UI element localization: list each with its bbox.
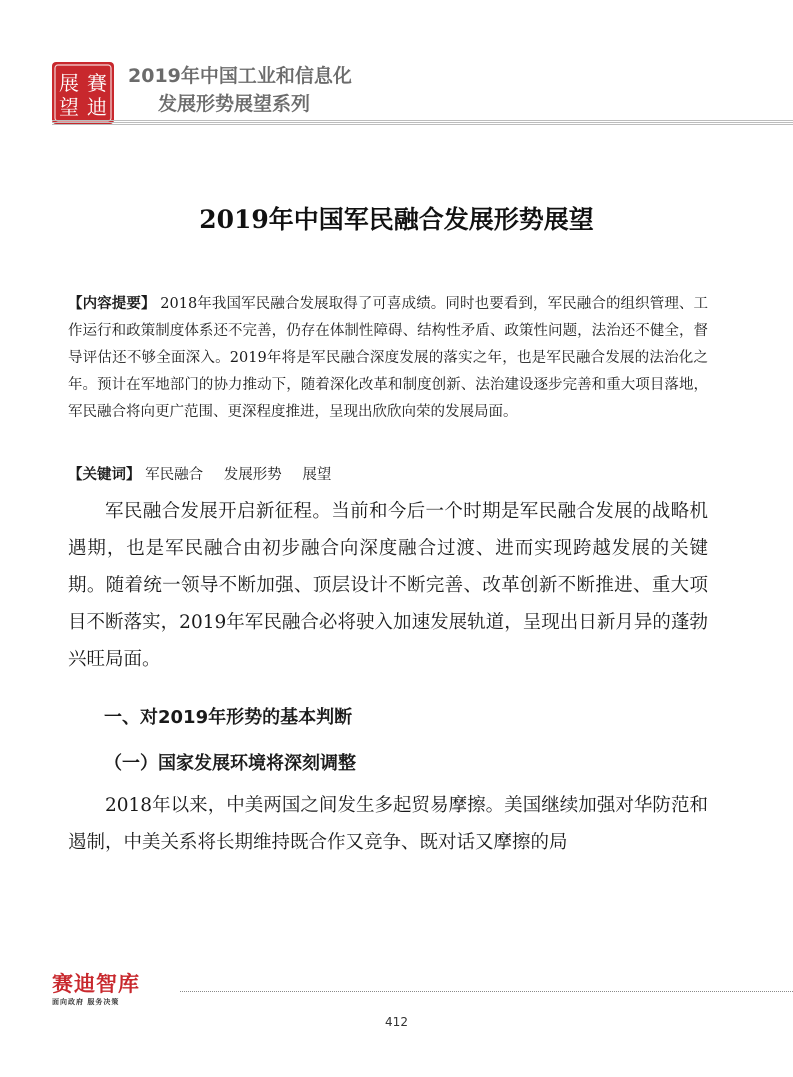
keyword-item: 发展形势 [223, 467, 282, 483]
keywords-label: 【关键词】 [68, 467, 141, 483]
keyword-item: 军民融合 [145, 467, 204, 483]
footer-rule [180, 991, 793, 992]
body-paragraph: 2018年以来，中美两国之间发生多起贸易摩擦。美国继续加强对华防范和遏制，中美关系将长期维持既合作又竞争、既对话又摩擦的局 [68, 795, 708, 853]
series-seal-logo [52, 62, 114, 124]
series-title-line2: 发展形势展望系列 [158, 93, 311, 115]
seal-calligraphy [52, 62, 114, 124]
subsection-heading: （一）国家发展环境将深刻调整 [104, 753, 356, 774]
page-number: 412 [385, 1015, 408, 1029]
page-title: 2019年中国军民融合发展形势展望 [199, 205, 594, 234]
abstract-label: 【内容提要】 [68, 296, 156, 312]
series-title-line1: 2019年中国工业和信息化 [128, 65, 352, 87]
seal-char-2: 望 [59, 95, 79, 119]
seal-char-1: 展 [59, 71, 79, 95]
brand-slogan: 面向政府 服务决策 [52, 998, 120, 1006]
series-title [128, 62, 352, 118]
header-rule [52, 119, 793, 125]
keywords [68, 462, 708, 489]
intro-paragraph: 军民融合发展开启新征程。当前和今后一个时期是军民融合发展的战略机遇期，也是军民融合由初步融合向深度融合过渡、进而实现跨越发展的关键期。随着统一领导不断加强、顶层设计不断完善、改革创新不断推进、重大项目不断落实，2019年军民融合必将驶入加速发展轨道，呈现出日新月异的蓬勃兴旺局面。 [68, 501, 708, 670]
keyword-item: 展望 [302, 467, 332, 483]
abstract-text: 2018年我国军民融合发展取得了可喜成绩。同时也要看到，军民融合的组织管理、工作运行和政策制度体系还不完善，仍存在体制性障碍、结构性矛盾、政策性问题，法治还不健全，督导评估还不够全面深入。2019年将是军民融合深度发展的落实之年，也是军民融合发展的法治化之年。预计在军地部门的协力推动下，随着深化改革和制度创新、法治建设逐步完善和重大项目落地，军民融合将向更广范围、更深程度推进，呈现出欣欣向荣的发展局面。 [68, 296, 709, 420]
section-heading: 一、对2019年形势的基本判断 [104, 707, 353, 728]
seal-char-4: 迪 [87, 95, 107, 119]
footer-brand [52, 972, 140, 1007]
brand-logo: 赛迪智库 [52, 972, 140, 996]
seal-char-3: 賽 [87, 71, 107, 95]
abstract [68, 291, 708, 426]
